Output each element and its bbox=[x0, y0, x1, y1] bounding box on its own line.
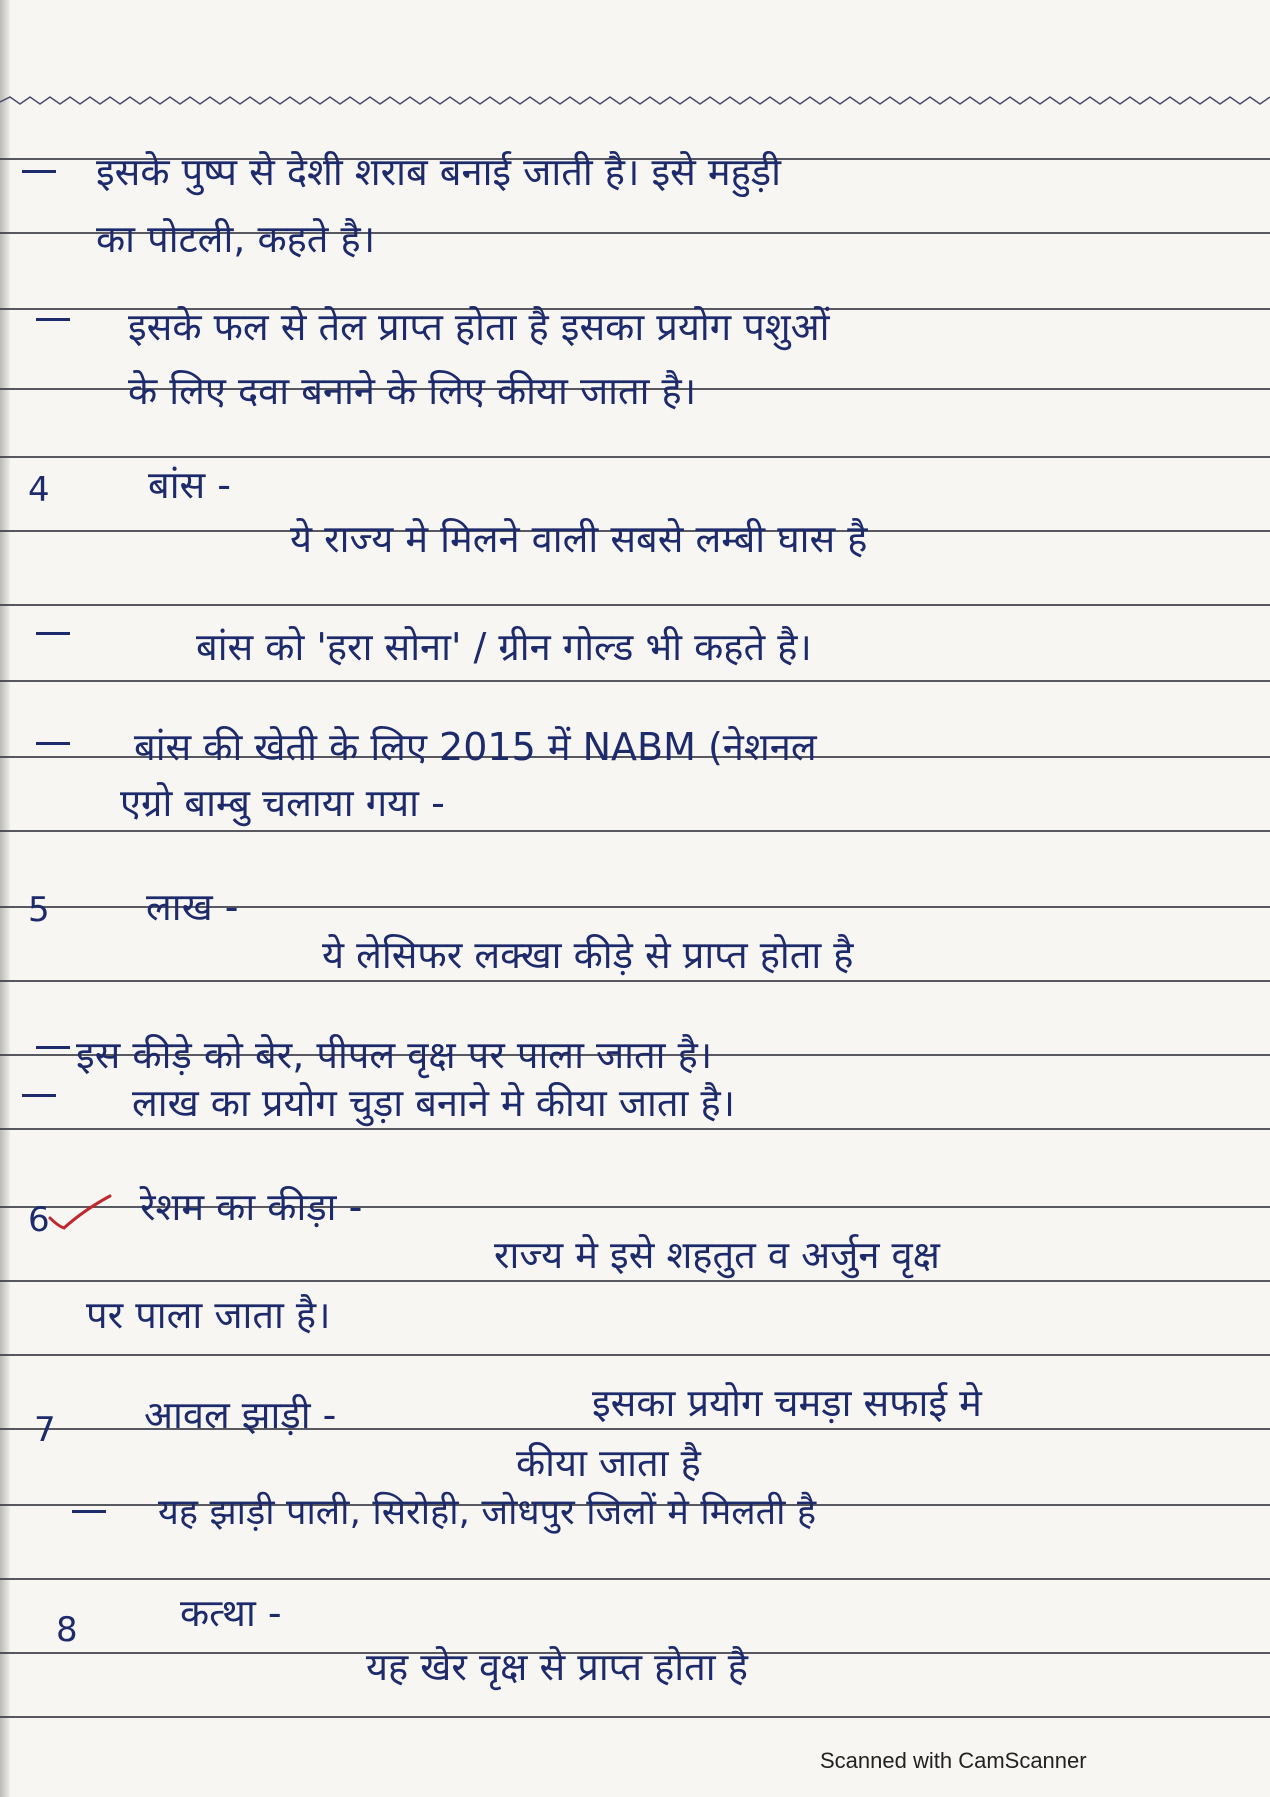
note-line: पर पाला जाता है। bbox=[86, 1293, 331, 1337]
bullet-dash bbox=[22, 170, 56, 173]
note-line: इसके पुष्प से देशी शराब बनाई जाती है। इसे महुड़ी bbox=[96, 150, 781, 194]
note-line: ये लेसिफर लक्खा कीड़े से प्राप्त होता है bbox=[322, 933, 854, 977]
note-line: कीया जाता है bbox=[516, 1441, 701, 1485]
note-line: इस कीड़े को बेर, पीपल वृक्ष पर पाला जाता है। bbox=[76, 1033, 713, 1077]
bullet-dash bbox=[36, 318, 70, 321]
item-number: 4 bbox=[28, 470, 50, 510]
item-number: 7 bbox=[34, 1410, 56, 1450]
section-heading: बांस - bbox=[148, 463, 232, 507]
page-top-wavy-border bbox=[0, 92, 1270, 112]
item-number: 6 bbox=[28, 1200, 50, 1240]
bullet-dash bbox=[36, 632, 70, 635]
note-line: ये राज्य मे मिलने वाली सबसे लम्बी घास है bbox=[290, 517, 868, 561]
bullet-dash bbox=[36, 742, 70, 745]
ruled-line bbox=[0, 1128, 1270, 1130]
scanner-watermark: Scanned with CamScanner bbox=[820, 1748, 1087, 1773]
note-line: इसके फल से तेल प्राप्त होता है इसका प्रयोग पशुओं bbox=[128, 305, 830, 349]
section-heading: आवल झाड़ी - bbox=[144, 1393, 337, 1437]
red-check-mark-icon bbox=[44, 1192, 114, 1232]
bullet-dash bbox=[22, 1094, 56, 1097]
ruled-line bbox=[0, 1716, 1270, 1718]
bullet-dash bbox=[72, 1510, 106, 1513]
note-line: एग्रो बाम्बु चलाया गया - bbox=[120, 781, 445, 825]
section-heading: कत्था - bbox=[180, 1591, 282, 1635]
note-line: यह खेर वृक्ष से प्राप्त होता है bbox=[366, 1645, 748, 1689]
page-edge-shadow bbox=[0, 0, 10, 1797]
note-line: बांस की खेती के लिए 2015 में NABM (नेशनल bbox=[134, 725, 817, 769]
ruled-line bbox=[0, 1354, 1270, 1356]
ruled-line bbox=[0, 1280, 1270, 1282]
ruled-line bbox=[0, 1578, 1270, 1580]
section-heading: लाख - bbox=[146, 885, 239, 929]
ruled-line bbox=[0, 604, 1270, 606]
note-line: लाख का प्रयोग चुड़ा बनाने मे कीया जाता है। bbox=[132, 1081, 736, 1125]
item-number: 8 bbox=[56, 1610, 78, 1650]
note-line: बांस को 'हरा सोना' / ग्रीन गोल्ड भी कहते है। bbox=[196, 625, 812, 669]
note-line: के लिए दवा बनाने के लिए कीया जाता है। bbox=[128, 369, 697, 413]
section-heading: रेशम का कीड़ा - bbox=[140, 1185, 363, 1229]
note-line: राज्य मे इसे शहतुत व अर्जुन वृक्ष bbox=[494, 1233, 940, 1277]
ruled-line bbox=[0, 680, 1270, 682]
bullet-dash bbox=[36, 1046, 70, 1049]
ruled-line bbox=[0, 830, 1270, 832]
note-line: यह झाड़ी पाली, सिरोही, जोधपुर जिलों मे मिलती है bbox=[158, 1492, 817, 1533]
note-line: का पोटली, कहते है। bbox=[96, 217, 376, 261]
note-line: इसका प्रयोग चमड़ा सफाई मे bbox=[592, 1381, 982, 1425]
item-number: 5 bbox=[28, 890, 50, 930]
ruled-line bbox=[0, 980, 1270, 982]
